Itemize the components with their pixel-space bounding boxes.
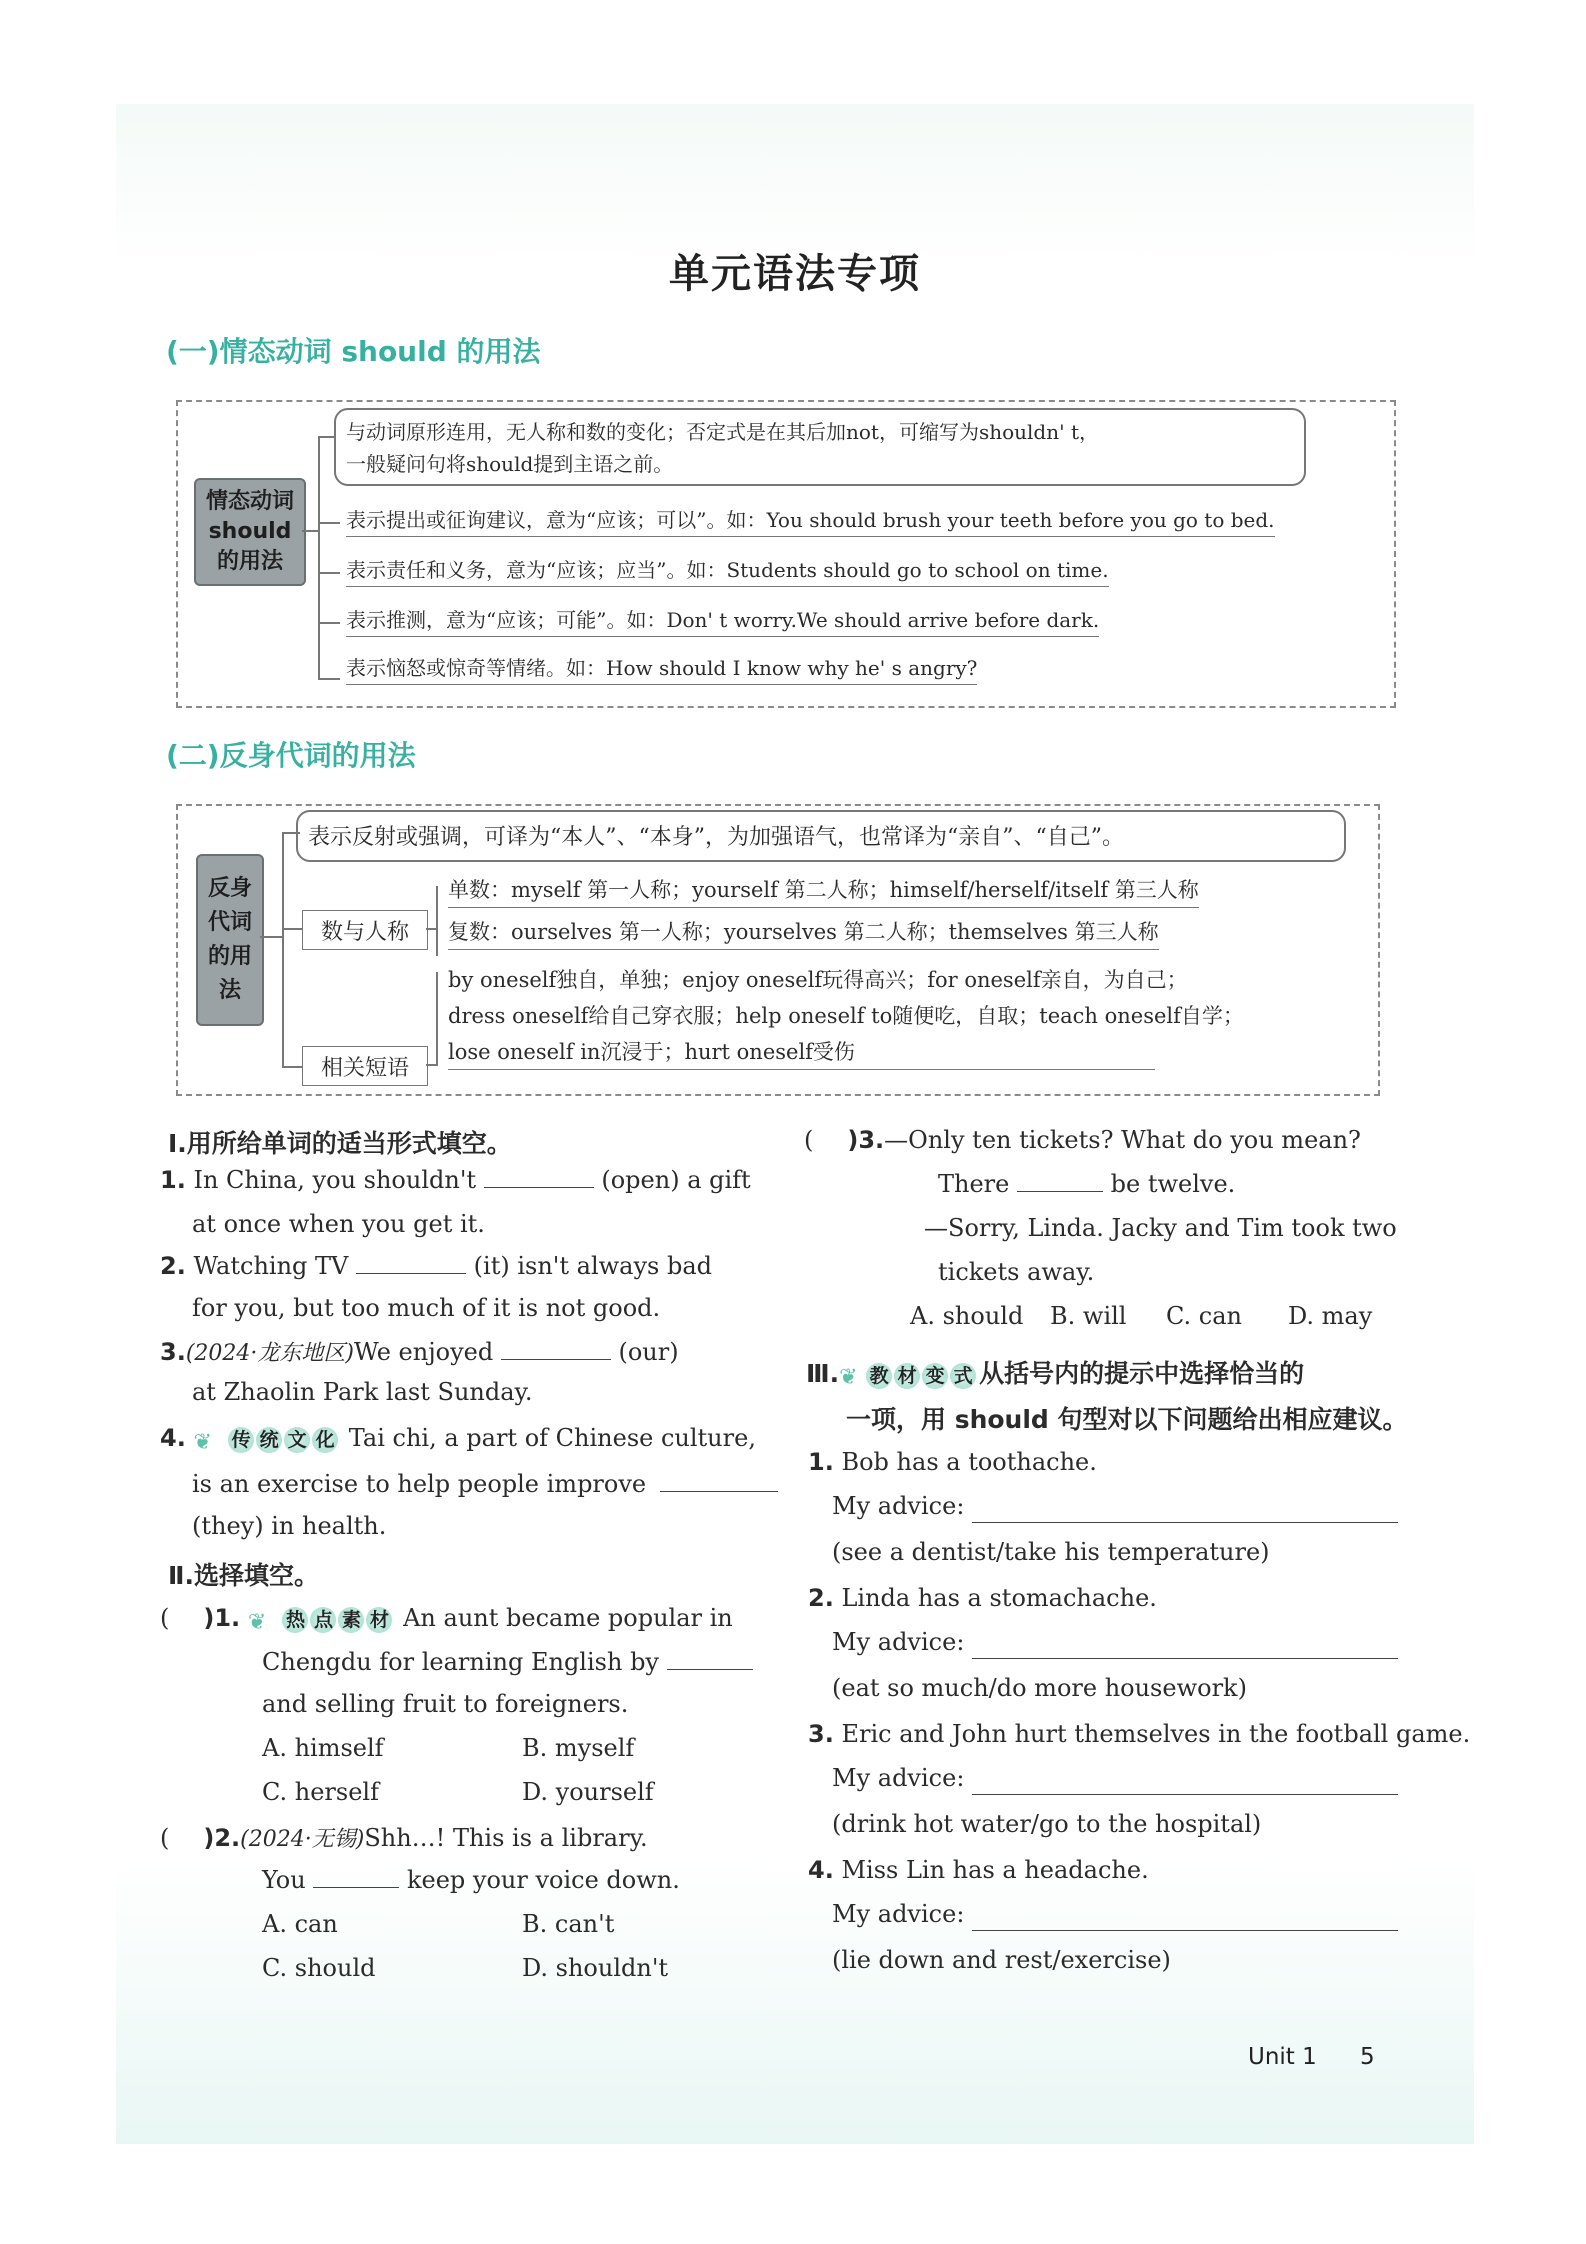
p3-hint-2: (eat so much/do more housework) — [832, 1674, 1247, 1702]
should-usage-advice: 表示提出或征询建议，意为“应该；可以”。如：You should brush your teeth before you go to bed. — [346, 504, 1275, 537]
p3-advice-input-4[interactable] — [972, 1930, 1398, 1931]
p1-q2: 2. Watching TV (it) isn't always bad — [160, 1252, 713, 1280]
p3-advice-input-3[interactable] — [972, 1794, 1398, 1795]
p1-q3-blank[interactable] — [501, 1339, 611, 1360]
p2-q3-cont: There be twelve. — [938, 1170, 1236, 1198]
p1-q3-cont: at Zhaolin Park last Sunday. — [192, 1378, 533, 1406]
p1-q1-cont: at once when you get it. — [192, 1210, 485, 1238]
p2-q2-opt-d[interactable]: D. shouldn't — [522, 1954, 669, 1982]
p2-q2-cont: You keep your voice down. — [262, 1866, 680, 1894]
p2-q1-blank[interactable] — [667, 1649, 753, 1670]
p1-q2-cont: for you, but too much of it is not good. — [192, 1294, 661, 1322]
leaf-icon: ❦ — [193, 1429, 212, 1455]
page-number: 5 — [1360, 2044, 1375, 2070]
section-heading-reflexive: (二)反身代词的用法 — [166, 739, 416, 772]
badge-textbook-variant: 教 材 变 式 — [866, 1363, 978, 1389]
p3-advice-input-2[interactable] — [972, 1658, 1398, 1659]
p2-q2-opt-a[interactable]: A. can — [262, 1910, 338, 1938]
reflexive-diagram-box — [176, 804, 1380, 1096]
p1-q2-blank[interactable] — [356, 1253, 466, 1274]
p3-hint-1: (see a dentist/take his temperature) — [832, 1538, 1270, 1566]
p1-q4-cont2: (they) in health. — [192, 1512, 387, 1540]
page-title: 单元语法专项 — [669, 250, 921, 297]
part3-heading-cont: 一项，用 should 句型对以下问题给出相应建议。 — [846, 1405, 1408, 1434]
part2-heading: Ⅱ.选择填空。 — [168, 1561, 319, 1590]
p2-q1: ( )1. ❦ 热 点 素 材 An aunt became popular in — [160, 1604, 733, 1635]
p2-q3-opt-d[interactable]: D. may — [1288, 1302, 1373, 1330]
phrases-box: 相关短语 — [302, 1046, 428, 1086]
number-person-box: 数与人称 — [302, 910, 428, 950]
p1-q4: 4. ❦ 传 统 文 化 Tai chi, a part of Chinese culture, — [160, 1424, 756, 1455]
p3-item-1: 1. Bob has a toothache. — [808, 1448, 1097, 1476]
p2-q2-opt-b[interactable]: B. can't — [522, 1910, 615, 1938]
should-usage-guess: 表示推测，意为“应该；可能”。如：Don' t worry.We should arrive before dark. — [346, 604, 1099, 637]
page — [116, 104, 1474, 2144]
p3-hint-3: (drink hot water/go to the hospital) — [832, 1810, 1262, 1838]
section-heading-should: (一)情态动词 should 的用法 — [166, 335, 541, 368]
part1-heading: Ⅰ.用所给单词的适当形式填空。 — [168, 1129, 512, 1158]
p2-q3-opt-a[interactable]: A. should — [910, 1302, 1024, 1330]
p3-hint-4: (lie down and rest/exercise) — [832, 1946, 1171, 1974]
p1-q3: 3.(2024·龙东地区)We enjoyed (our) — [160, 1338, 679, 1366]
reflexive-meaning: 表示反射或强调，可译为“本人”、“本身”，为加强语气，也常译为“亲自”、“自己”。 — [308, 825, 1124, 850]
badge-traditional-culture: 传 统 文 化 — [228, 1427, 340, 1453]
p2-q1-opt-c[interactable]: C. herself — [262, 1778, 379, 1806]
badge-hot-material: 热 点 素 材 — [282, 1607, 394, 1633]
p2-q3: ( )3.—Only ten tickets? What do you mean? — [804, 1126, 1361, 1154]
p2-q3-opt-c[interactable]: C. can — [1166, 1302, 1242, 1330]
should-usage-emotion: 表示恼怒或惊奇等情绪。如：How should I know why he' s angry? — [346, 652, 977, 685]
p3-advice-label-3: My advice: — [832, 1764, 965, 1792]
p3-item-4: 4. Miss Lin has a headache. — [808, 1856, 1149, 1884]
p3-advice-label-4: My advice: — [832, 1900, 965, 1928]
reflexive-tag: 反身 代词 的用 法 — [196, 854, 264, 1026]
p2-q3-opt-b[interactable]: B. will — [1050, 1302, 1127, 1330]
should-rule-2: 一般疑问句将should提到主语之前。 — [346, 452, 674, 476]
part3-heading: Ⅲ.❦ 教 材 变 式 从括号内的提示中选择恰当的 — [806, 1359, 1305, 1390]
p3-advice-input-1[interactable] — [972, 1522, 1398, 1523]
p3-item-2: 2. Linda has a stomachache. — [808, 1584, 1157, 1612]
p2-q1-cont: Chengdu for learning English by — [262, 1648, 753, 1676]
p1-q1-blank[interactable] — [484, 1167, 594, 1188]
p2-q1-cont2: and selling fruit to foreigners. — [262, 1690, 629, 1718]
p2-q3-reply: —Sorry, Linda. Jacky and Tim took two — [924, 1214, 1397, 1242]
plural-row: 复数：ourselves 第一人称；yourselves 第二人称；themselves 第三人称 — [448, 916, 1159, 950]
phrase-row-1: by oneself独自，单独；enjoy oneself玩得高兴；for oneself亲自，为自己； — [448, 968, 1188, 992]
phrase-row-3: lose oneself in沉浸于；hurt oneself受伤 — [448, 1036, 1155, 1070]
p2-q3-reply-cont: tickets away. — [938, 1258, 1095, 1286]
p3-item-3: 3. Eric and John hurt themselves in the football game. — [808, 1720, 1471, 1748]
p2-q1-opt-b[interactable]: B. myself — [522, 1734, 635, 1762]
phrase-row-2: dress oneself给自己穿衣服；help oneself to随便吃，自取；teach oneself自学； — [448, 1004, 1244, 1028]
leaf-icon: ❦ — [839, 1365, 858, 1390]
p2-q2: ( )2.(2024·无锡)Shh…! This is a library. — [160, 1824, 648, 1852]
should-tag: 情态动词 should 的用法 — [194, 478, 306, 586]
p2-q2-opt-c[interactable]: C. should — [262, 1954, 376, 1982]
unit-label: Unit 1 — [1248, 2044, 1317, 2070]
should-usage-duty: 表示责任和义务，意为“应该；应当”。如：Students should go to school on time. — [346, 554, 1109, 587]
p2-q3-blank[interactable] — [1017, 1171, 1103, 1192]
should-rule-1: 与动词原形连用，无人称和数的变化；否定式是在其后加not，可缩写为shouldn' t， — [346, 420, 1099, 444]
singular-row: 单数：myself 第一人称；yourself 第二人称；himself/herself/itself 第三人称 — [448, 874, 1199, 908]
p3-advice-label-2: My advice: — [832, 1628, 965, 1656]
p1-q4-cont: is an exercise to help people improve — [192, 1470, 778, 1498]
p1-q1: 1. In China, you shouldn't (open) a gift — [160, 1166, 751, 1194]
should-diagram-box — [176, 400, 1396, 708]
p2-q2-blank[interactable] — [313, 1867, 399, 1888]
p3-advice-label-1: My advice: — [832, 1492, 965, 1520]
p2-q1-opt-a[interactable]: A. himself — [262, 1734, 384, 1762]
p2-q1-opt-d[interactable]: D. yourself — [522, 1778, 654, 1806]
p1-q4-blank[interactable] — [660, 1471, 778, 1492]
leaf-icon: ❦ — [247, 1609, 267, 1635]
